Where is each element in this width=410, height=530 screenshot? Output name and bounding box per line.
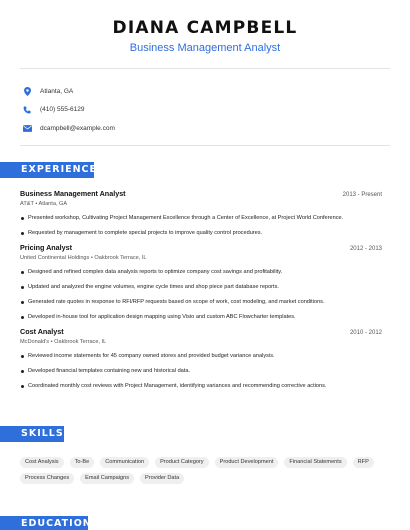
skill-tag: Provider Data bbox=[140, 473, 184, 484]
section-skills-heading: SKILLS bbox=[0, 426, 64, 442]
section-education-heading: EDUCATION bbox=[0, 516, 88, 530]
job-dates: 2012 - 2013 bbox=[349, 246, 382, 252]
job-entry bbox=[20, 189, 382, 245]
job-bullet: Coordinated monthly cost reviews with Project Management, identifying variances and recommending corrective actions. bbox=[20, 383, 382, 390]
skill-tag: RFP bbox=[353, 457, 374, 468]
contact-email-text[interactable]: dcampbell@example.com bbox=[40, 124, 115, 132]
skill-tag: Product Development bbox=[215, 457, 279, 468]
contact-location bbox=[22, 82, 115, 100]
job-company: AT&T • Atlanta, GA bbox=[20, 201, 68, 207]
phone-icon bbox=[22, 104, 32, 116]
contact-phone bbox=[22, 101, 115, 119]
job-bullets bbox=[20, 215, 382, 237]
contact-phone-text: (410) 555-6129 bbox=[40, 106, 85, 113]
job-bullets bbox=[20, 269, 382, 321]
skill-tag: Process Changes bbox=[20, 473, 74, 484]
job-title: Business Management Analyst bbox=[20, 189, 126, 198]
job-bullet: Presented workshop, Cultivating Project Management Excellence through a Center of Excellence, at Project World Conference. bbox=[20, 215, 382, 222]
job-dates: 2013 - Present bbox=[342, 192, 382, 198]
job-bullet: Updated and analyzed the engine volumes, engine cycle times and shop piece part database reports. bbox=[20, 284, 382, 291]
candidate-name: DIANA CAMPBELL bbox=[112, 18, 298, 38]
skill-tag: Email Campaigns bbox=[80, 473, 134, 484]
contact-divider bbox=[20, 145, 390, 146]
job-bullet: Reviewed income statements for 45 company owned stores and provided budget variance analysis. bbox=[20, 353, 382, 360]
location-pin-icon bbox=[22, 85, 32, 97]
job-bullet: Developed in-house tool for application design mapping using Visio and custom ABC Flowcharter templates. bbox=[20, 314, 382, 321]
job-bullet: Designed and refined complex data analysis reports to optimize company cost savings and profitability. bbox=[20, 269, 382, 276]
candidate-title: Business Management Analyst bbox=[129, 42, 281, 54]
job-company: McDonald's • Oakbrook Terrace, IL bbox=[20, 339, 107, 345]
header-divider bbox=[20, 68, 390, 69]
job-company: United Continental Holdings • Oakbrook Terrace, IL bbox=[20, 255, 147, 261]
section-experience-heading: EXPERIENCE bbox=[0, 162, 94, 178]
skill-tag: To-Be bbox=[70, 457, 95, 468]
job-dates: 2010 - 2012 bbox=[349, 330, 382, 336]
job-bullet: Generated rate quotes in response to RFI/RFP requests based on scope of work, cost modeling, and market conditions. bbox=[20, 299, 382, 306]
job-title: Pricing Analyst bbox=[20, 243, 73, 252]
skill-tag: Communication bbox=[100, 457, 149, 468]
skills-list bbox=[20, 457, 390, 484]
skill-tag: Financial Statements bbox=[284, 457, 346, 468]
job-bullet: Developed financial templates containing new and historical data. bbox=[20, 368, 382, 375]
job-entry bbox=[20, 243, 382, 329]
contact-list bbox=[22, 82, 115, 138]
job-bullets bbox=[20, 353, 382, 390]
job-bullet: Requested by management to complete special projects to improve quality control procedures. bbox=[20, 230, 382, 237]
job-entry bbox=[20, 327, 382, 398]
skill-tag: Product Category bbox=[155, 457, 209, 468]
resume-header bbox=[0, 18, 410, 54]
job-title: Cost Analyst bbox=[20, 327, 64, 336]
skill-tag: Cost Analysis bbox=[20, 457, 64, 468]
contact-location-text: Atlanta, GA bbox=[40, 87, 74, 95]
email-icon bbox=[22, 122, 32, 134]
contact-email bbox=[22, 119, 115, 137]
